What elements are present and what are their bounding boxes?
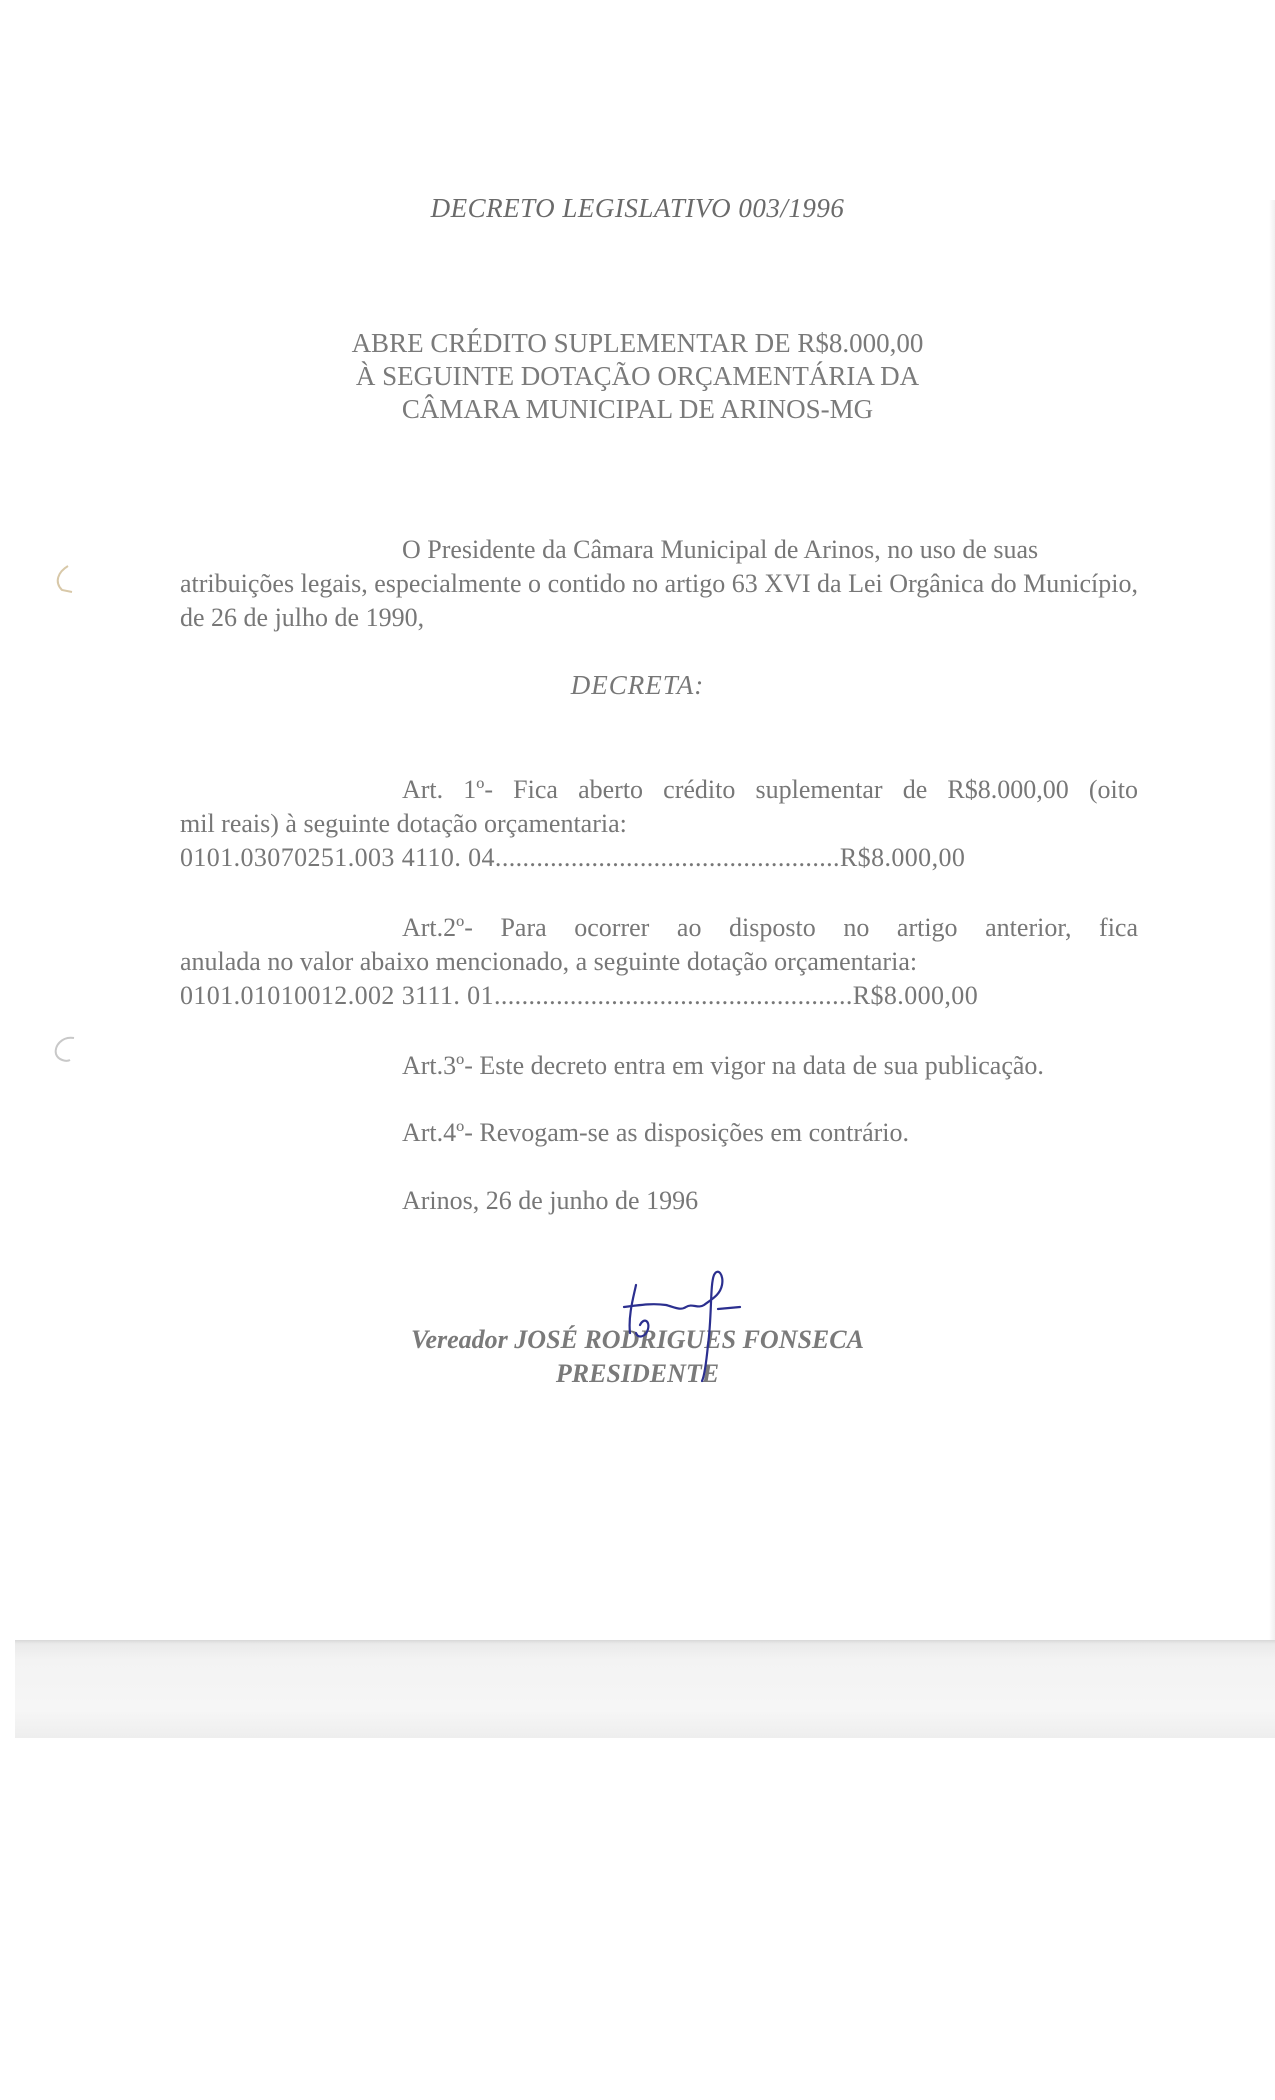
preamble-rest: atribuições legais, especialmente o contido no artigo 63 XVI da Lei Orgânica do Município, de 26 de julho de 1990,: [180, 569, 1138, 632]
scan-mark-left-top: [40, 560, 80, 600]
signer-role: PRESIDENTE: [555, 1359, 720, 1388]
article-1-budget-line: 0101.03070251.003 4110. 04..................................................R$8.000,00: [180, 843, 966, 872]
article-2-lead: Art.2º- Para ocorrer ao disposto no artigo anterior, fica: [402, 913, 1138, 942]
decreta-heading: DECRETA:: [570, 670, 705, 700]
article-2-budget-line: 0101.01010012.002 3111. 01....................................................R$8.000,00: [180, 981, 979, 1010]
decree-title: DECRETO LEGISLATIVO 003/1996: [430, 193, 845, 223]
preamble-paragraph: [180, 533, 1138, 635]
article-3-text: Art.3º- Este decreto entra em vigor na data de sua publicação.: [402, 1051, 1044, 1080]
summary-line-1: ABRE CRÉDITO SUPLEMENTAR DE R$8.000,00: [351, 328, 924, 358]
article-3: [180, 1049, 1138, 1083]
scan-mark-left-bottom: [44, 1030, 84, 1070]
signer-name: Vereador JOSÉ RODRIGUES FONSECA: [411, 1325, 864, 1354]
preamble-line-1: O Presidente da Câmara Municipal de Arinos, no uso de suas: [402, 535, 1039, 564]
article-2: [180, 911, 1138, 1013]
article-1-continuation: mil reais) à seguinte dotação orçamentaria:: [180, 809, 627, 838]
article-4-text: Art.4º- Revogam-se as disposições em contrário.: [402, 1118, 909, 1147]
summary-line-2: À SEGUINTE DOTAÇÃO ORÇAMENTÁRIA DA: [355, 361, 920, 391]
article-1: [180, 773, 1138, 875]
summary-line-3: CÂMARA MUNICIPAL DE ARINOS-MG: [401, 394, 874, 424]
scan-edge: [1269, 200, 1275, 1640]
scan-shadow-band: [15, 1640, 1275, 1738]
article-1-lead: Art. 1º- Fica aberto crédito suplementar de R$8.000,00 (oito: [402, 775, 1138, 804]
place-and-date: Arinos, 26 de junho de 1996: [402, 1186, 699, 1215]
article-4: [180, 1116, 1138, 1150]
handwritten-signature: [600, 1255, 760, 1385]
decree-summary: [0, 327, 1275, 426]
article-2-continuation: anulada no valor abaixo mencionado, a seguinte dotação orçamentaria:: [180, 947, 918, 976]
